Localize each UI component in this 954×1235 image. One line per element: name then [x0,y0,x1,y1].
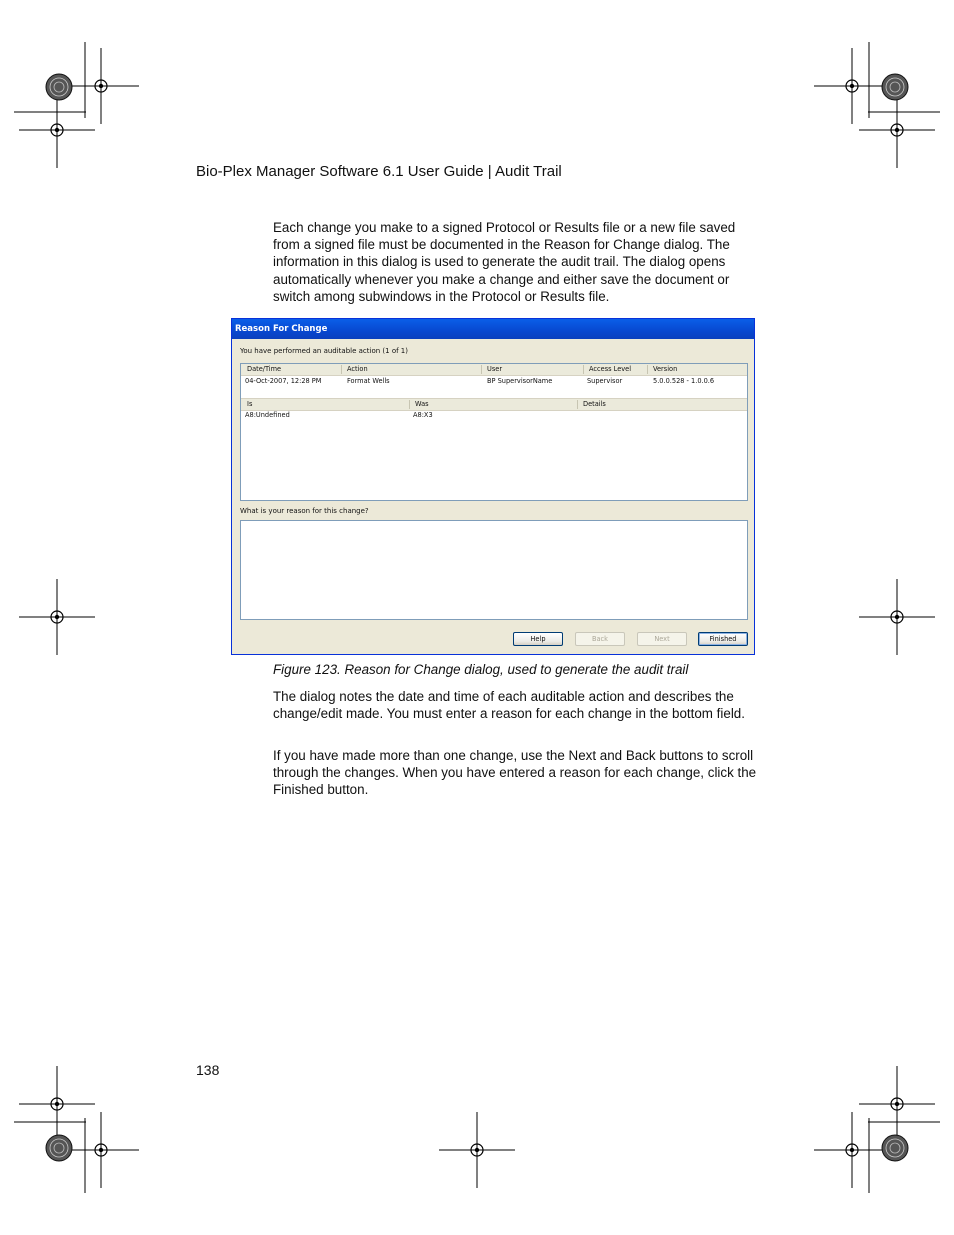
crosshair-icon [859,92,935,168]
audit-list-header [241,364,747,376]
running-head: Bio-Plex Manager Software 6.1 User Guide | Audit Trail [196,163,562,180]
finished-button[interactable]: Finished [698,632,748,646]
back-button[interactable]: Back [575,632,625,646]
intro-paragraph: Each change you make to a signed Protocol or Results file or a new file saved from a signed file must be documented in the Reason for Change dialog. The information in this dialog is used to generate the audit trail. The dialog opens automatically whenever you make a change and either save the document or switch among subwindows in the Protocol or Results file. [273,220,736,304]
column-header[interactable]: Access Level [589,365,632,373]
body-paragraph: The dialog notes the date and time of each auditable action and describes the change/edit made. You must enter a reason for each change in the bottom field. [273,689,745,722]
audit-list [240,363,748,501]
cell-datetime: 04-Oct-2007, 12:28 PM [245,377,322,385]
crosshair-icon [63,48,139,124]
crosshair-icon [814,48,890,124]
cell-access-level: Supervisor [587,377,623,385]
reason-input[interactable] [240,520,748,620]
column-header[interactable]: Action [347,365,368,373]
reason-for-change-dialog [231,318,755,655]
page-number: 138 [196,1062,220,1078]
figure-caption: Figure 123. Reason for Change dialog, used to generate the audit trail [273,662,689,677]
column-header[interactable]: Was [415,400,429,408]
crosshair-icon [19,92,95,168]
crosshair-icon [814,1112,890,1188]
crosshair-icon [439,1112,515,1188]
cell-user: BP SupervisorName [487,377,553,385]
cell-is: A8:Undefined [245,411,290,419]
column-header[interactable]: Date/Time [247,365,282,373]
starburst-icon [46,1135,72,1161]
dialog-title: Reason For Change [232,319,754,339]
column-header[interactable]: User [487,365,503,373]
crosshair-icon [63,1112,139,1188]
starburst-icon [882,1135,908,1161]
crosshair-icon [859,579,935,655]
auditable-action-info: You have performed an auditable action (1 of 1) [240,347,408,355]
starburst-icon [46,74,72,100]
cell-action: Format Wells [347,377,390,385]
crosshair-icon [859,1066,935,1142]
column-header[interactable]: Version [653,365,678,373]
cell-was: A8:X3 [413,411,433,419]
body-paragraph: If you have made more than one change, use the Next and Back buttons to scroll through the changes. When you have entered a reason for each change, click the Finished button. [273,748,757,798]
reason-label: What is your reason for this change? [240,507,369,515]
crosshair-icon [19,1066,95,1142]
help-button[interactable]: Help [513,632,563,646]
starburst-icon [882,74,908,100]
next-button[interactable]: Next [637,632,687,646]
table-row[interactable] [241,376,747,387]
crosshair-icon [19,579,95,655]
cell-version: 5.0.0.528 - 1.0.0.6 [653,377,715,385]
column-header[interactable]: Details [583,400,606,408]
column-header[interactable]: Is [247,400,253,408]
table-row[interactable] [241,410,747,421]
